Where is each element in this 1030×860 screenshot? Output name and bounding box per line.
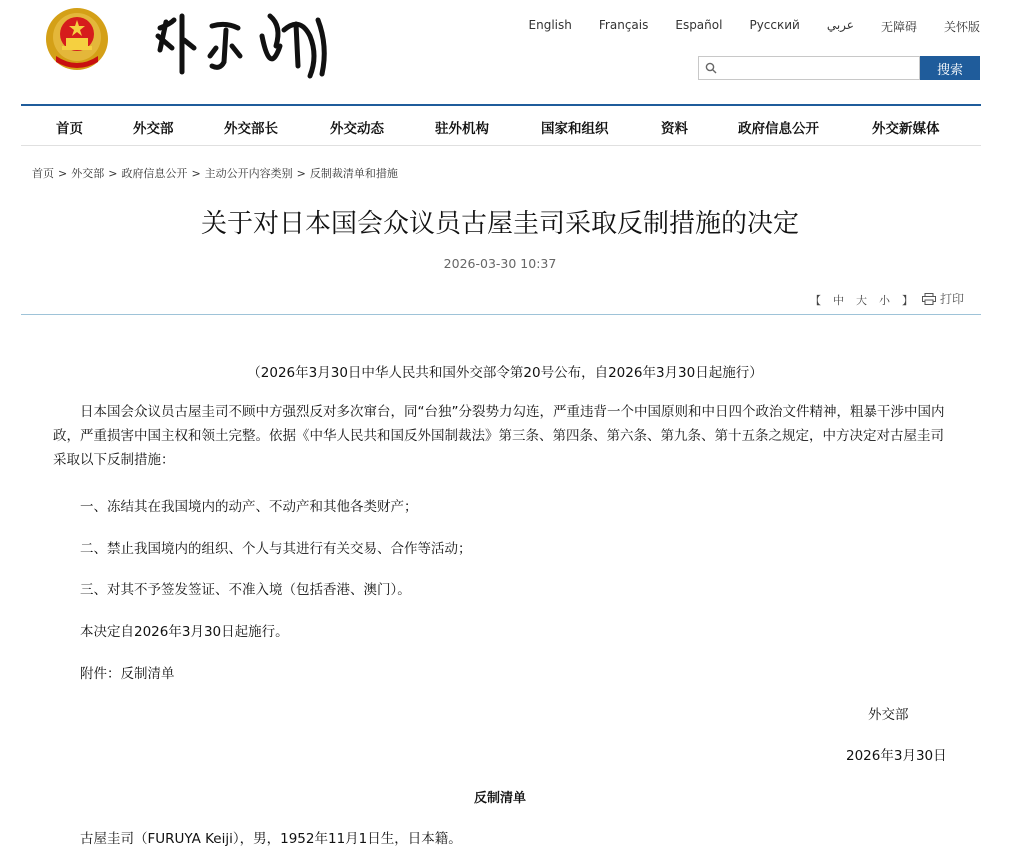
breadcrumb-item[interactable]: 首页 [32,167,54,180]
breadcrumb-item[interactable]: 反制裁清单和措施 [309,167,398,180]
article-lead: （2026年3月30日中华人民共和国外交部令第20号公布，自2026年3月30日起施行） [247,365,763,381]
signature: 外交部 [868,707,909,723]
search-box [698,56,920,80]
accessibility-link[interactable]: 无障碍 [880,20,917,34]
nav-item-missions[interactable]: 驻外机构 [435,121,489,137]
search-button[interactable]: 搜索 [920,56,980,80]
effective-date-text: 本决定自2026年3月30日起施行。 [80,624,289,640]
printer-icon [922,293,936,305]
nav-item-materials[interactable]: 资料 [661,121,688,137]
measure-item: 三、对其不予签发签证、不准入境（包括香港、澳门）。 [80,582,411,598]
article-body-paragraph [53,400,948,472]
content-divider [21,314,981,315]
lang-french[interactable]: Français [598,18,649,32]
print-button[interactable] [922,290,964,307]
nav-top-border [21,104,981,106]
nav-item-home[interactable]: 首页 [56,121,83,137]
lang-russian[interactable]: Русский [749,18,800,32]
breadcrumb-item[interactable]: 政府信息公开 [121,167,188,180]
lang-spanish[interactable]: Español [675,18,723,32]
breadcrumb: 首页 > 外交部 > 政府信息公开 > 主动公开内容类别 > 反制裁清单和措施 [32,167,398,180]
nav-item-ministry[interactable]: 外交部 [133,121,174,137]
bracket-open: 【 [810,294,821,307]
language-links [502,18,980,35]
signature-date: 2026年3月30日 [846,748,947,764]
publish-date: 2026-03-30 10:37 [443,256,557,271]
font-size-medium[interactable]: 大 [856,294,867,307]
search-input[interactable] [717,58,919,78]
measure-item: 一、冻结其在我国境内的动产、不动产和其他各类财产； [80,499,418,515]
ministry-calligraphy-logo [150,6,335,81]
care-version-link[interactable]: 关怀版 [943,20,980,34]
lang-arabic[interactable]: عربي [826,18,854,32]
lang-english[interactable]: English [528,18,572,32]
breadcrumb-item[interactable]: 外交部 [71,167,105,180]
measure-item: 二、禁止我国境内的组织、个人与其进行有关交易、合作等活动； [80,541,472,557]
nav-bottom-border [21,145,981,146]
font-size-controls [810,292,925,308]
print-label: 打印 [940,292,965,306]
bracket-close: 】 [902,294,913,307]
sanction-list-title: 反制清单 [473,791,526,806]
font-size-large[interactable]: 中 [833,294,844,307]
article-body-text: 日本国会众议员古屋圭司不顾中方强烈反对多次窜台，同“台独”分裂势力勾连，严重违背一个中国原则和中日四个政治文件精神，粗暴干涉中国内政，严重损害中国主权和领土完整。依据《中华人民共和国反外国制裁法》第三条、第四条、第六条、第九条、第十五条之规定，中方决定对古屋圭司采取以下反制措施： [53,404,945,468]
nav-item-countries[interactable]: 国家和组织 [541,121,609,137]
search-icon [705,62,717,74]
breadcrumb-item[interactable]: 主动公开内容类别 [204,167,293,180]
sanctioned-person: 古屋圭司（FURUYA Keiji），男，1952年11月1日生，日本籍。 [80,831,462,847]
national-emblem-icon [44,6,110,72]
main-nav [21,107,981,143]
nav-item-minister[interactable]: 外交部长 [224,121,278,137]
nav-item-news[interactable]: 外交动态 [330,121,384,137]
search-bar [698,56,980,80]
font-size-small[interactable]: 小 [879,294,890,307]
nav-item-new-media[interactable]: 外交新媒体 [872,121,940,137]
nav-item-gov-info[interactable]: 政府信息公开 [738,121,819,137]
article-title: 关于对日本国会众议员古屋圭司采取反制措施的决定 [200,209,799,239]
attachment-text: 附件：反制清单 [80,666,175,682]
